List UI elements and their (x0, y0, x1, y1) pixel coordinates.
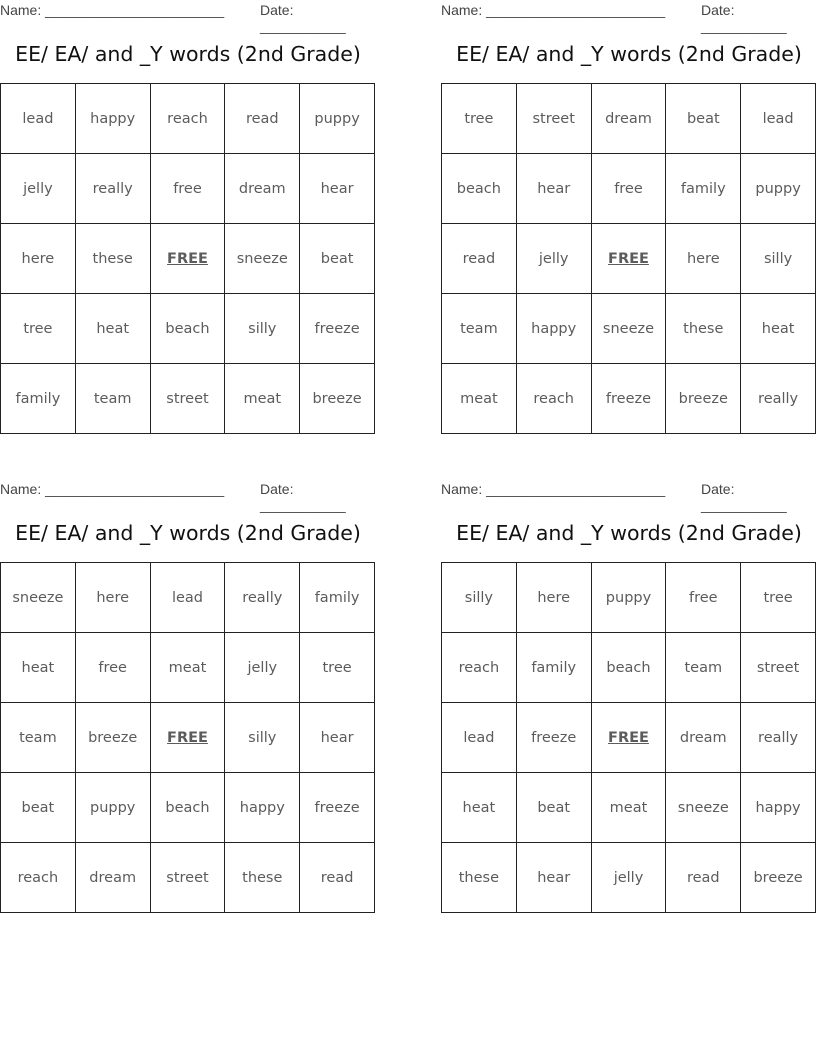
word-cell: breeze (666, 364, 741, 434)
word-cell: reach (516, 364, 591, 434)
grid-row (1, 84, 375, 154)
bingo-card (0, 479, 376, 911)
grid-row (1, 633, 375, 703)
grid-row (1, 563, 375, 633)
word-cell: jelly (516, 224, 591, 294)
word-cell: heat (75, 294, 150, 364)
word-cell: sneeze (225, 224, 300, 294)
word-cell: dream (591, 84, 666, 154)
word-cell: street (150, 843, 225, 913)
word-cell: jelly (225, 633, 300, 703)
word-cell: family (300, 563, 375, 633)
word-cell: lead (1, 84, 76, 154)
date-label: Date: ___________ (701, 481, 787, 513)
word-cell: team (442, 294, 517, 364)
grid-row (442, 224, 816, 294)
bingo-grid (0, 562, 375, 913)
grid-row (1, 294, 375, 364)
word-cell: street (150, 364, 225, 434)
word-cell: meat (225, 364, 300, 434)
word-cell: these (225, 843, 300, 913)
card-title: EE/ EA/ and _Y words (2nd Grade) (456, 521, 802, 545)
free-space-cell: FREE (150, 224, 225, 294)
name-label: Name: _______________________ (441, 2, 666, 18)
free-space-cell: FREE (591, 703, 666, 773)
word-cell: freeze (591, 364, 666, 434)
word-cell: puppy (741, 154, 816, 224)
name-date-line (0, 0, 376, 34)
word-cell: happy (75, 84, 150, 154)
word-cell: happy (741, 773, 816, 843)
word-cell: breeze (75, 703, 150, 773)
word-cell: family (516, 633, 591, 703)
word-cell: these (442, 843, 517, 913)
grid-row (442, 154, 816, 224)
grid-row (442, 633, 816, 703)
name-date-line (0, 479, 376, 513)
word-cell: dream (666, 703, 741, 773)
word-cell: meat (150, 633, 225, 703)
grid-row (1, 703, 375, 773)
card-title: EE/ EA/ and _Y words (2nd Grade) (456, 42, 802, 66)
word-cell: reach (1, 843, 76, 913)
word-cell: silly (225, 294, 300, 364)
word-cell: jelly (1, 154, 76, 224)
word-cell: meat (442, 364, 517, 434)
word-cell: free (666, 563, 741, 633)
word-cell: sneeze (591, 294, 666, 364)
word-cell: lead (442, 703, 517, 773)
word-cell: tree (300, 633, 375, 703)
word-cell: dream (225, 154, 300, 224)
word-cell: really (741, 364, 816, 434)
word-cell: hear (300, 154, 375, 224)
word-cell: beach (150, 773, 225, 843)
word-cell: puppy (300, 84, 375, 154)
word-cell: heat (1, 633, 76, 703)
card-title: EE/ EA/ and _Y words (2nd Grade) (15, 42, 361, 66)
free-space-cell: FREE (591, 224, 666, 294)
name-label: Name: _______________________ (0, 2, 225, 18)
date-label: Date: ___________ (701, 2, 787, 34)
grid-row (1, 224, 375, 294)
grid-row (442, 703, 816, 773)
grid-row (442, 563, 816, 633)
word-cell: freeze (300, 294, 375, 364)
word-cell: really (741, 703, 816, 773)
word-cell: beat (300, 224, 375, 294)
word-cell: reach (150, 84, 225, 154)
word-cell: tree (741, 563, 816, 633)
word-cell: hear (300, 703, 375, 773)
word-cell: read (300, 843, 375, 913)
word-cell: beat (1, 773, 76, 843)
grid-row (1, 364, 375, 434)
grid-row (1, 773, 375, 843)
word-cell: silly (741, 224, 816, 294)
word-cell: tree (442, 84, 517, 154)
grid-row (442, 364, 816, 434)
word-cell: jelly (591, 843, 666, 913)
word-cell: team (75, 364, 150, 434)
word-cell: heat (741, 294, 816, 364)
word-cell: happy (225, 773, 300, 843)
word-cell: here (75, 563, 150, 633)
word-cell: silly (225, 703, 300, 773)
word-cell: family (1, 364, 76, 434)
grid-row (1, 154, 375, 224)
word-cell: these (666, 294, 741, 364)
word-cell: really (75, 154, 150, 224)
word-cell: family (666, 154, 741, 224)
word-cell: beach (591, 633, 666, 703)
word-cell: puppy (591, 563, 666, 633)
word-cell: dream (75, 843, 150, 913)
grid-row (442, 773, 816, 843)
word-cell: these (75, 224, 150, 294)
word-cell: breeze (741, 843, 816, 913)
word-cell: really (225, 563, 300, 633)
name-label: Name: _______________________ (0, 481, 225, 497)
word-cell: free (591, 154, 666, 224)
name-date-line (441, 0, 816, 34)
card-title: EE/ EA/ and _Y words (2nd Grade) (15, 521, 361, 545)
word-cell: read (666, 843, 741, 913)
word-cell: team (666, 633, 741, 703)
word-cell: here (1, 224, 76, 294)
bingo-grid (0, 83, 375, 434)
word-cell: read (225, 84, 300, 154)
word-cell: meat (591, 773, 666, 843)
grid-row (1, 843, 375, 913)
word-cell: hear (516, 843, 591, 913)
free-space-cell: FREE (150, 703, 225, 773)
name-label: Name: _______________________ (441, 481, 666, 497)
word-cell: here (666, 224, 741, 294)
word-cell: team (1, 703, 76, 773)
bingo-grid (441, 562, 816, 913)
bingo-grid (441, 83, 816, 434)
bingo-card (0, 0, 376, 432)
word-cell: happy (516, 294, 591, 364)
word-cell: heat (442, 773, 517, 843)
word-cell: lead (741, 84, 816, 154)
word-cell: free (150, 154, 225, 224)
word-cell: beat (666, 84, 741, 154)
word-cell: sneeze (1, 563, 76, 633)
word-cell: freeze (300, 773, 375, 843)
word-cell: street (741, 633, 816, 703)
word-cell: sneeze (666, 773, 741, 843)
word-cell: beach (150, 294, 225, 364)
word-cell: tree (1, 294, 76, 364)
word-cell: beat (516, 773, 591, 843)
word-cell: hear (516, 154, 591, 224)
date-label: Date: ___________ (260, 2, 346, 34)
word-cell: freeze (516, 703, 591, 773)
word-cell: puppy (75, 773, 150, 843)
bingo-card (441, 479, 816, 911)
word-cell: street (516, 84, 591, 154)
word-cell: reach (442, 633, 517, 703)
word-cell: breeze (300, 364, 375, 434)
name-date-line (441, 479, 816, 513)
date-label: Date: ___________ (260, 481, 346, 513)
grid-row (442, 84, 816, 154)
word-cell: beach (442, 154, 517, 224)
grid-row (442, 843, 816, 913)
grid-row (442, 294, 816, 364)
word-cell: read (442, 224, 517, 294)
word-cell: here (516, 563, 591, 633)
word-cell: lead (150, 563, 225, 633)
word-cell: silly (442, 563, 517, 633)
bingo-card (441, 0, 816, 432)
word-cell: free (75, 633, 150, 703)
